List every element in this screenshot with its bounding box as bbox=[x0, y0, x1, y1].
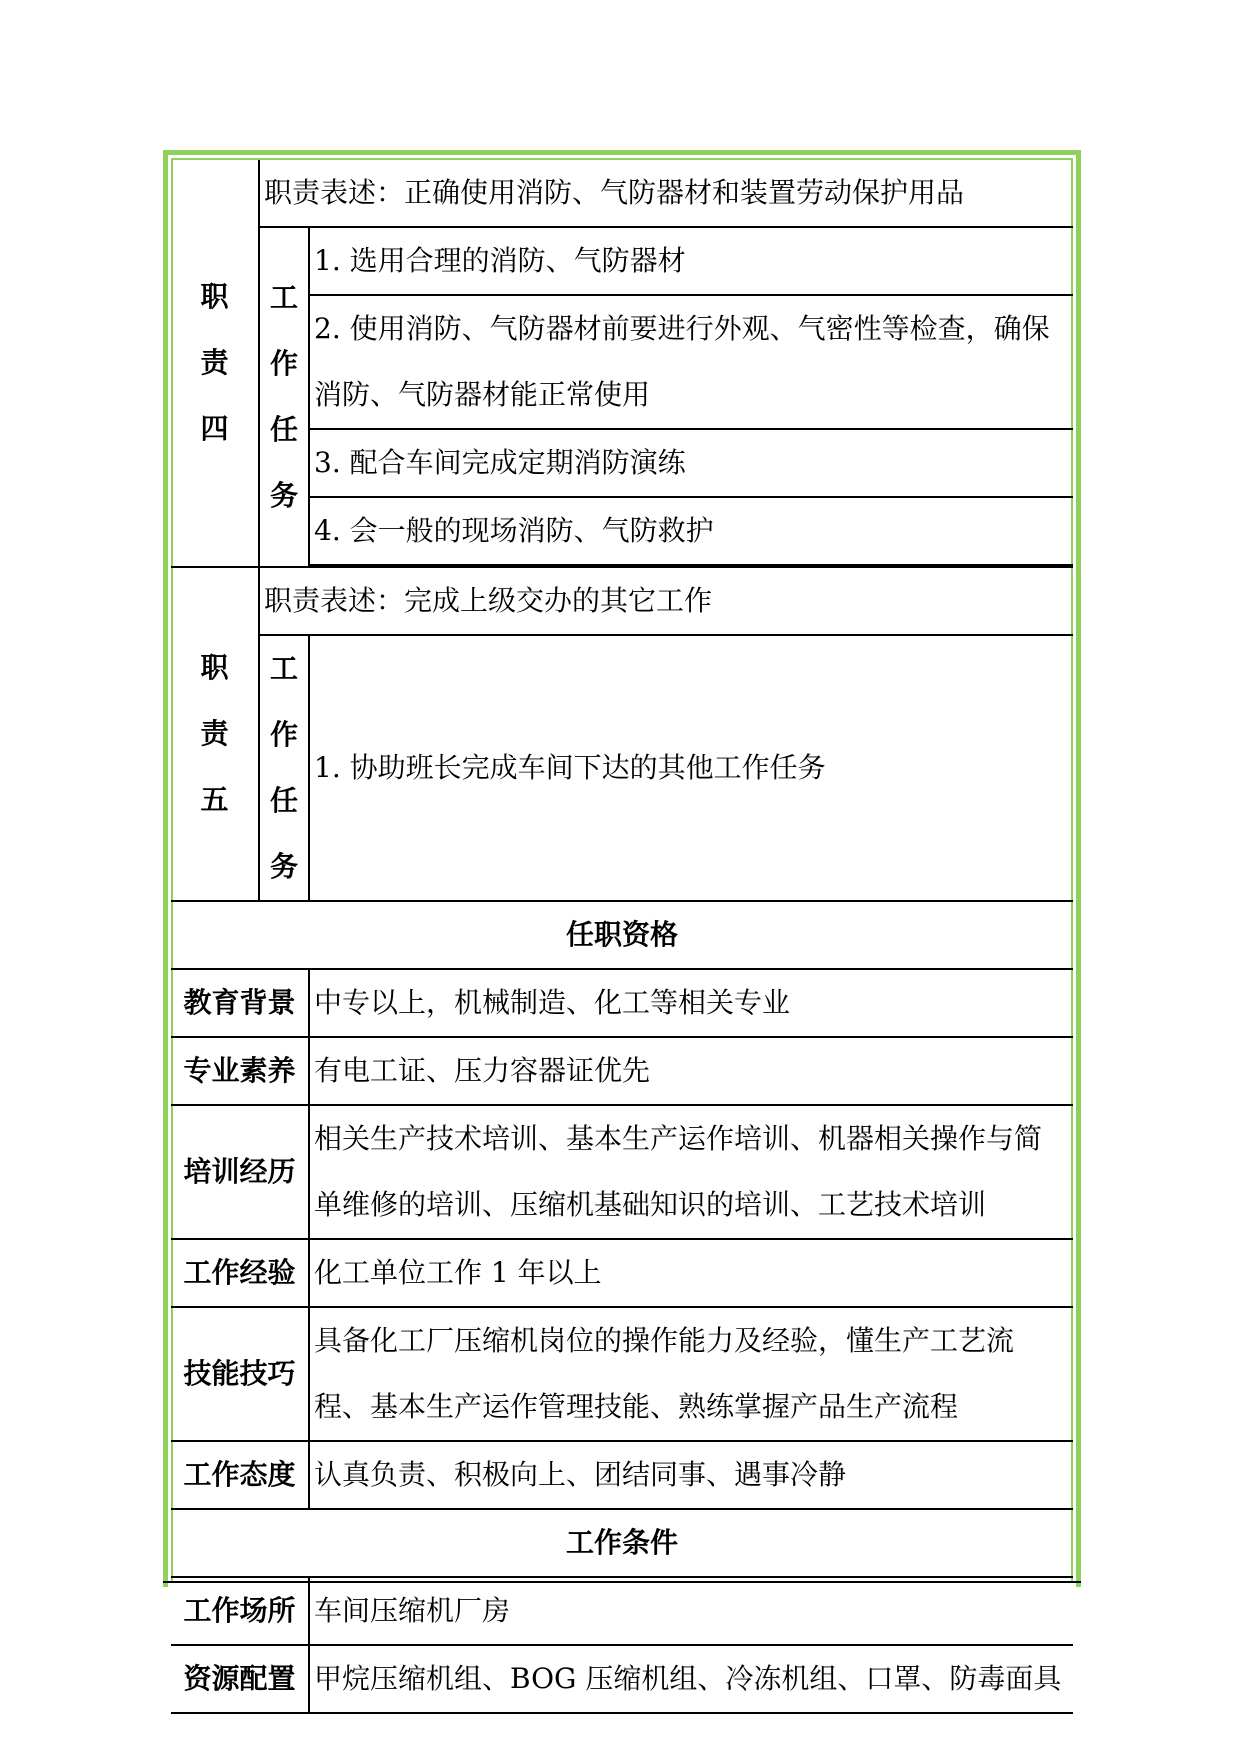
duty5-description: 职责表述：完成上级交办的其它工作 bbox=[259, 567, 1073, 635]
duty4-description: 职责表述：正确使用消防、气防器材和装置劳动保护用品 bbox=[259, 160, 1073, 227]
duty4-task-3: 3. 配合车间完成定期消防演练 bbox=[309, 429, 1073, 497]
green-border-left bbox=[163, 150, 168, 1587]
job-description-table bbox=[171, 160, 1073, 1714]
qualification-label: 教育背景 bbox=[171, 969, 309, 1037]
duty4-desc-row bbox=[171, 160, 1073, 227]
qualification-row bbox=[171, 1307, 1073, 1441]
green-border-top bbox=[163, 150, 1081, 155]
condition-label: 资源配置 bbox=[171, 1645, 309, 1713]
qualification-label: 培训经历 bbox=[171, 1105, 309, 1239]
qualifications-title: 任职资格 bbox=[171, 901, 1073, 969]
condition-value: 甲烷压缩机组、BOG 压缩机组、冷冻机组、口罩、防毒面具 bbox=[309, 1645, 1073, 1713]
qualification-value: 化工单位工作 1 年以上 bbox=[309, 1239, 1073, 1307]
qualification-value: 有电工证、压力容器证优先 bbox=[309, 1037, 1073, 1105]
qualification-label: 工作态度 bbox=[171, 1441, 309, 1509]
condition-row bbox=[171, 1645, 1073, 1713]
qualification-row bbox=[171, 1441, 1073, 1509]
duty4-task-4: 4. 会一般的现场消防、气防救护 bbox=[309, 497, 1073, 565]
duty5-label: 职 责 五 bbox=[171, 567, 259, 901]
conditions-header-row bbox=[171, 1509, 1073, 1577]
table-bottom-border bbox=[163, 1581, 1081, 1583]
qualification-row bbox=[171, 1239, 1073, 1307]
duty5-task-label: 工 作 任 务 bbox=[259, 635, 309, 901]
condition-label: 工作场所 bbox=[171, 1577, 309, 1645]
conditions-title: 工作条件 bbox=[171, 1509, 1073, 1577]
duty4-task-2: 2. 使用消防、气防器材前要进行外观、气密性等检查，确保消防、气防器材能正常使用 bbox=[309, 295, 1073, 429]
duty4-task-row bbox=[171, 227, 1073, 295]
condition-value: 车间压缩机厂房 bbox=[309, 1577, 1073, 1645]
duty4-task-1: 1. 选用合理的消防、气防器材 bbox=[309, 227, 1073, 295]
job-description-table-frame bbox=[163, 150, 1081, 1695]
qualifications-header-row bbox=[171, 901, 1073, 969]
duty4-task-label: 工 作 任 务 bbox=[259, 227, 309, 567]
duty4-label: 职 责 四 bbox=[171, 160, 259, 567]
qualification-value: 相关生产技术培训、基本生产运作培训、机器相关操作与简单维修的培训、压缩机基础知识的培训、工艺技术培训 bbox=[309, 1105, 1073, 1239]
green-border-right bbox=[1076, 150, 1081, 1587]
qualification-label: 技能技巧 bbox=[171, 1307, 309, 1441]
duty5-task-row bbox=[171, 635, 1073, 901]
qualification-value: 具备化工厂压缩机岗位的操作能力及经验，懂生产工艺流程、基本生产运作管理技能、熟练掌握产品生产流程 bbox=[309, 1307, 1073, 1441]
qualification-value: 认真负责、积极向上、团结同事、遇事冷静 bbox=[309, 1441, 1073, 1509]
condition-row bbox=[171, 1577, 1073, 1645]
duty5-task-1: 1. 协助班长完成车间下达的其他工作任务 bbox=[309, 635, 1073, 901]
qualification-value: 中专以上，机械制造、化工等相关专业 bbox=[309, 969, 1073, 1037]
qualification-row bbox=[171, 1105, 1073, 1239]
qualification-row bbox=[171, 969, 1073, 1037]
duty5-desc-row bbox=[171, 567, 1073, 635]
qualification-label: 专业素养 bbox=[171, 1037, 309, 1105]
qualification-label: 工作经验 bbox=[171, 1239, 309, 1307]
qualification-row bbox=[171, 1037, 1073, 1105]
